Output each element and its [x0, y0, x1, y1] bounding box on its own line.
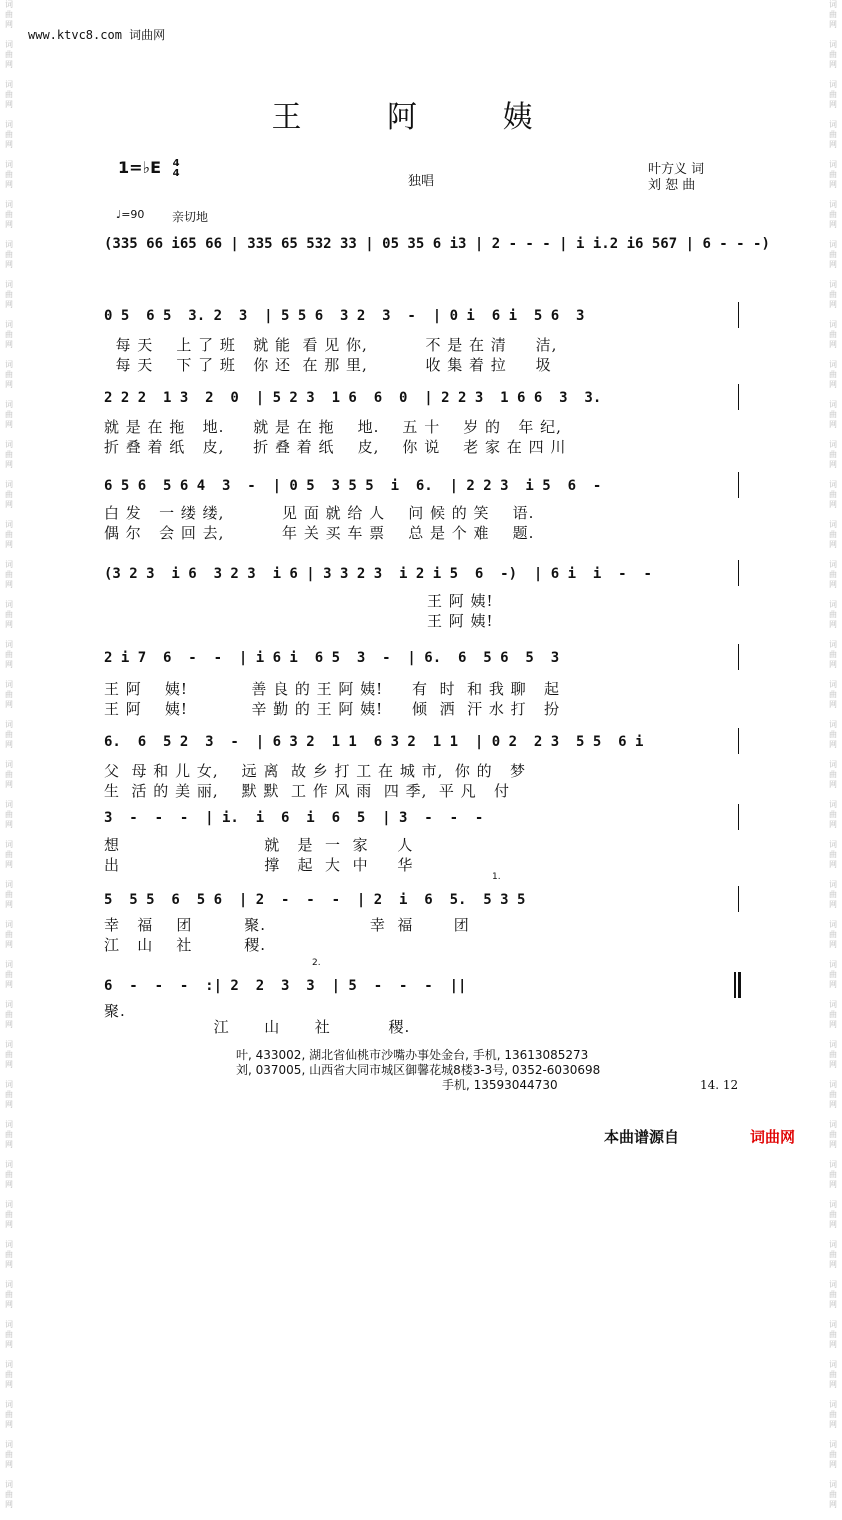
composer: 刘 恕 曲: [648, 178, 696, 193]
time-signature: [173, 159, 180, 179]
lyric-row-6-verse-1: 父 母 和 儿 女, 远 离 故 乡 打 工 在 城 市, 你 的 梦: [104, 762, 526, 780]
notation-row-3: 6 5 6 5 6 4 3 - | 0 5 3 5 5 i 6. | 2 2 3 i 5 6 -: [104, 478, 602, 494]
notation-row-4: (3 2 3 i 6 3 2 3 i 6 | 3 3 2 3 i 2 i 5 6 -) | 6 i i - -: [104, 566, 652, 582]
notation-row-1: 0 5 6 5 3. 2 3 | 5 5 6 3 2 3 - | 0 i 6 i 5 6 3: [104, 308, 585, 324]
notation-row-9: 6 - - - :| 2 2 3 3 | 5 - - - ||: [104, 978, 467, 994]
final-barline: [734, 972, 736, 998]
notation-row-7: 3 - - - | i. i 6 i 6 5 | 3 - - -: [104, 810, 484, 826]
key-label: 1=♭E: [118, 158, 162, 177]
lyric-row-5-verse-1: 王 阿 姨! 善 良 的 王 阿 姨! 有 时 和 我 聊 起: [104, 680, 560, 698]
footer-line-1: 叶, 433002, 湖北省仙桃市沙嘴办事处金台, 手机, 13613085273: [236, 1048, 589, 1062]
performance-form: 独唱: [408, 174, 435, 189]
lyric-row-6-verse-2: 生 活 的 美 丽, 默 默 工 作 风 雨 四 季, 平 凡 付: [104, 782, 510, 800]
lyric-row-9-verse-2: 江 山 社 稷.: [104, 1018, 411, 1036]
lyric-row-8-verse-1: 幸 福 团 聚. 幸 福 团: [104, 916, 470, 934]
notation-row-6: 6. 6 5 2 3 - | 6 3 2 1 1 6 3 2 1 1 | 0 2 2 3 5 5 6 i: [104, 734, 644, 750]
watermark-right: 词 曲 网 词 曲 网 词 曲 网 词 曲 网 词 曲 网 词 曲 网 词 曲 网 词 曲 网 词 曲 网 词 曲 网 词 曲 网 词 曲 网 词 曲 网 词 曲 网 词 曲 网 词 曲 网 词 曲 网 词 曲 网 词 曲 网 词 曲 网 词 曲 网 词 曲 网 词 曲 网 词 曲 网 词 曲 网 词 曲 网 词 曲 网 词 曲 网 词 曲 网 词 曲 网 词 曲 网 词 曲 网 词 曲 网 词 曲 网 词 曲 网 词 曲 网 词 曲 网 词 曲 网: [829, 0, 837, 1509]
lyric-row-7-verse-1: 想 就 是 一 家 人: [104, 836, 414, 854]
lyricist: 叶方义 词: [648, 162, 705, 177]
barline: [738, 302, 739, 328]
lyric-row-7-verse-2: 出 撑 起 大 中 华: [104, 856, 414, 874]
barline: [738, 804, 739, 830]
lyric-row-2-verse-2: 折 叠 着 纸 皮, 折 叠 着 纸 皮, 你 说 老 家 在 四 川: [104, 438, 567, 456]
footer-line-2: 刘, 037005, 山西省大同市城区御馨花城8楼3-3号, 0352-6030698: [236, 1063, 601, 1077]
source-label: 本曲谱源自: [604, 1128, 680, 1146]
lyric-row-8-verse-2: 江 山 社 稷.: [104, 936, 267, 954]
barline: [738, 384, 739, 410]
lyric-row-9-verse-1: 聚.: [104, 1002, 126, 1020]
barline: [738, 644, 739, 670]
notation-row-5: 2 i 7 6 - - | i 6 i 6 5 3 - | 6. 6 5 6 5 3: [104, 650, 560, 666]
lyric-row-4-verse-1: 王 阿 姨!: [104, 592, 494, 610]
barline: [738, 560, 739, 586]
volta-1-label: 1.: [492, 872, 501, 882]
barline: [738, 472, 739, 498]
lyric-row-1-verse-2: 每 天 下 了 班 你 还 在 那 里, 收 集 着 拉 圾: [104, 356, 552, 374]
date: 14. 12: [700, 1078, 739, 1092]
time-denominator: 4: [172, 167, 180, 179]
notation-row-8: 5 5 5 6 5 6 | 2 - - - | 2 i 6 5. 5 3 5: [104, 892, 526, 908]
lyric-row-3-verse-1: 白 发 一 缕 缕, 见 面 就 给 人 问 候 的 笑 语.: [104, 504, 535, 522]
footer-line-3: 手机, 13593044730: [236, 1078, 558, 1092]
site-url[interactable]: www.ktvc8.com 词曲网: [28, 28, 166, 42]
lyric-row-3-verse-2: 偶 尔 会 回 去, 年 关 买 车 票 总 是 个 难 题.: [104, 524, 535, 542]
lyric-row-2-verse-1: 就 是 在 拖 地. 就 是 在 拖 地. 五 十 岁 的 年 纪,: [104, 418, 562, 436]
watermark-left: 词 曲 网 词 曲 网 词 曲 网 词 曲 网 词 曲 网 词 曲 网 词 曲 网 词 曲 网 词 曲 网 词 曲 网 词 曲 网 词 曲 网 词 曲 网 词 曲 网 词 曲 网 词 曲 网 词 曲 网 词 曲 网 词 曲 网 词 曲 网 词 曲 网 词 曲 网 词 曲 网 词 曲 网 词 曲 网 词 曲 网 词 曲 网 词 曲 网 词 曲 网 词 曲 网 词 曲 网 词 曲 网 词 曲 网 词 曲 网 词 曲 网 词 曲 网 词 曲 网 词 曲 网: [5, 0, 13, 1509]
expression-marking: 亲切地: [172, 210, 209, 224]
song-title: 王 阿 姨: [271, 100, 571, 135]
barline: [738, 886, 739, 912]
lyric-row-4-verse-2: 王 阿 姨!: [104, 612, 494, 630]
credits: [648, 162, 704, 194]
final-barline: [738, 972, 741, 998]
key-signature: [118, 158, 180, 179]
barline: [738, 728, 739, 754]
lyric-row-5-verse-2: 王 阿 姨! 辛 勤 的 王 阿 姨! 倾 洒 汗 水 打 扮: [104, 700, 560, 718]
time-numerator: 4: [172, 157, 180, 169]
volta-2-label: 2.: [312, 958, 321, 968]
notation-row-intro: (335 66 i65 66 | 335 65 532 33 | 05 35 6 i3 | 2 - - - | i i.2 i6 567 | 6 - - -): [104, 236, 770, 252]
notation-row-2: 2 2 2 1 3 2 0 | 5 2 3 1 6 6 0 | 2 2 3 1 6 6 3 3.: [104, 390, 602, 406]
lyric-row-1-verse-1: 每 天 上 了 班 就 能 看 见 你, 不 是 在 清 洁,: [104, 336, 558, 354]
tempo-marking: ♩=90: [116, 208, 145, 221]
brand-link[interactable]: 词曲网: [750, 1128, 796, 1146]
